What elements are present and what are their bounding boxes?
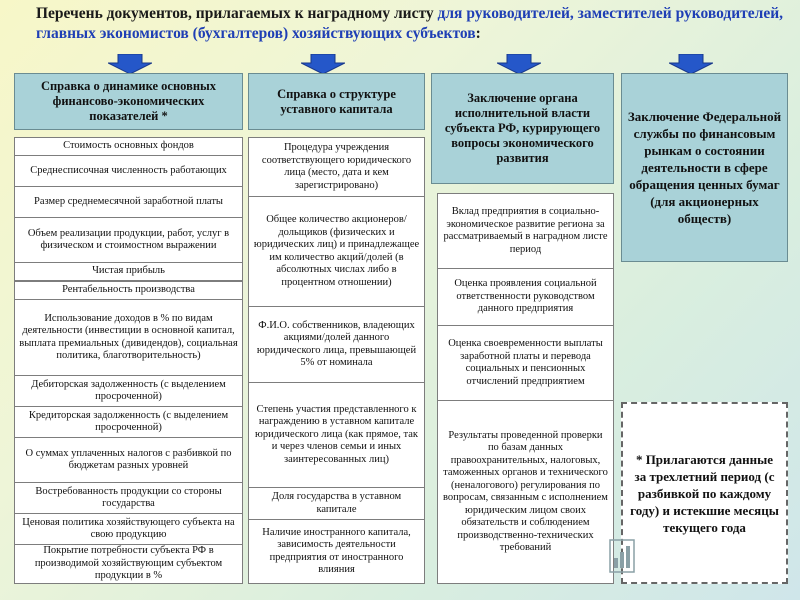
header-capital-structure: Справка о структуре уставного капитала (248, 73, 425, 130)
list-item: Дебиторская задолженность (с выделением просроченной) (14, 375, 243, 407)
list-item: Стоимость основных фондов (14, 137, 243, 156)
chart-logo-icon (608, 536, 636, 576)
list-item: Объем реализации продукции, работ, услуг в физическом и стоимостном выражении (14, 217, 243, 263)
list-item: Результаты проведенной проверки по базам данных правоохранительных, налоговых, таможенных органов и технического (неналогового) регулирования по вопросам, связанным с исполнением юридическим лицом своих обязательств и соблюдением производственно-технических требований (437, 400, 614, 584)
down-arrow-icon (669, 54, 713, 74)
page-title (36, 4, 796, 44)
list-item: Оценка проявления социальной ответственности руководством данного предприятия (437, 268, 614, 326)
list-item: Процедура учреждения соответствующего юридического лица (место, дата и кем зарегистрировано) (248, 137, 425, 197)
footnote-box: * Прилагаются данные за трехлетний период (с разбивкой по каждому году) и истекшие месяцы текущего года (621, 402, 788, 584)
header-fsfr-conclusion: Заключение Федеральной службы по финансовым рынкам о состоянии деятельности в сфере обращения ценных бумаг (для акционерных обществ) (621, 73, 788, 262)
list-item: Чистая прибыль (14, 262, 243, 281)
list-item: Наличие иностранного капитала, зависимость деятельности предприятия от иностранного влияния (248, 519, 425, 584)
down-arrow-icon (108, 54, 152, 74)
title-part-1: Перечень документов, прилагаемых к наградному листу (36, 5, 438, 22)
list-item: Степень участия представленного к награждению в уставном капитале юридического лица (как прямое, так и через членов семьи и иных заинтересованных лиц) (248, 382, 425, 488)
list-item: Ф.И.О. собственников, владеющих акциями/долей данного юридического лица, превышающей 5% от номинала (248, 306, 425, 383)
list-item: Рентабельность производства (14, 281, 243, 300)
title-part-2: для руководителей, заместителей руководителей, главных экономистов (бухгалтеров) хозяйствующих субъектов (36, 5, 784, 42)
list-item: О суммах уплаченных налогов с разбивкой по бюджетам разных уровней (14, 437, 243, 483)
list-item: Оценка своевременности выплаты заработной платы и перевода социальных и пенсионных отчислений предприятием (437, 325, 614, 401)
title-part-3: : (475, 25, 481, 42)
list-item: Доля государства в уставном капитале (248, 487, 425, 520)
list-item: Размер среднемесячной заработной платы (14, 186, 243, 218)
list-item: Покрытие потребности субъекта РФ в производимой хозяйствующим субъектом продукции в % (14, 544, 243, 584)
list-item: Среднесписочная численность работающих (14, 155, 243, 187)
list-item: Использование доходов в % по видам деятельности (инвестиции в основной капитал, выплата премиальных (дивидендов), социальная политика, благотворительность) (14, 299, 243, 376)
header-executive-conclusion: Заключение органа исполнительной власти субъекта РФ, курирующего вопросы экономического развития (431, 73, 614, 184)
list-item: Востребованность продукции со стороны государства (14, 482, 243, 514)
list-item: Вклад предприятия в социально-экономическое развитие региона за рассматриваемый в наградном листе период (437, 193, 614, 269)
list-item: Общее количество акционеров/дольщиков (физических и юридических лиц) и принадлежащее им количество акций/долей (в абсолютных числах либо в процентном отношении) (248, 196, 425, 307)
list-item: Ценовая политика хозяйствующего субъекта на свою продукцию (14, 513, 243, 545)
down-arrow-icon (497, 54, 541, 74)
down-arrow-icon (301, 54, 345, 74)
header-financial-dynamics: Справка о динамике основных финансово-экономических показателей * (14, 73, 243, 130)
list-item: Кредиторская задолженность (с выделением просроченной) (14, 406, 243, 438)
